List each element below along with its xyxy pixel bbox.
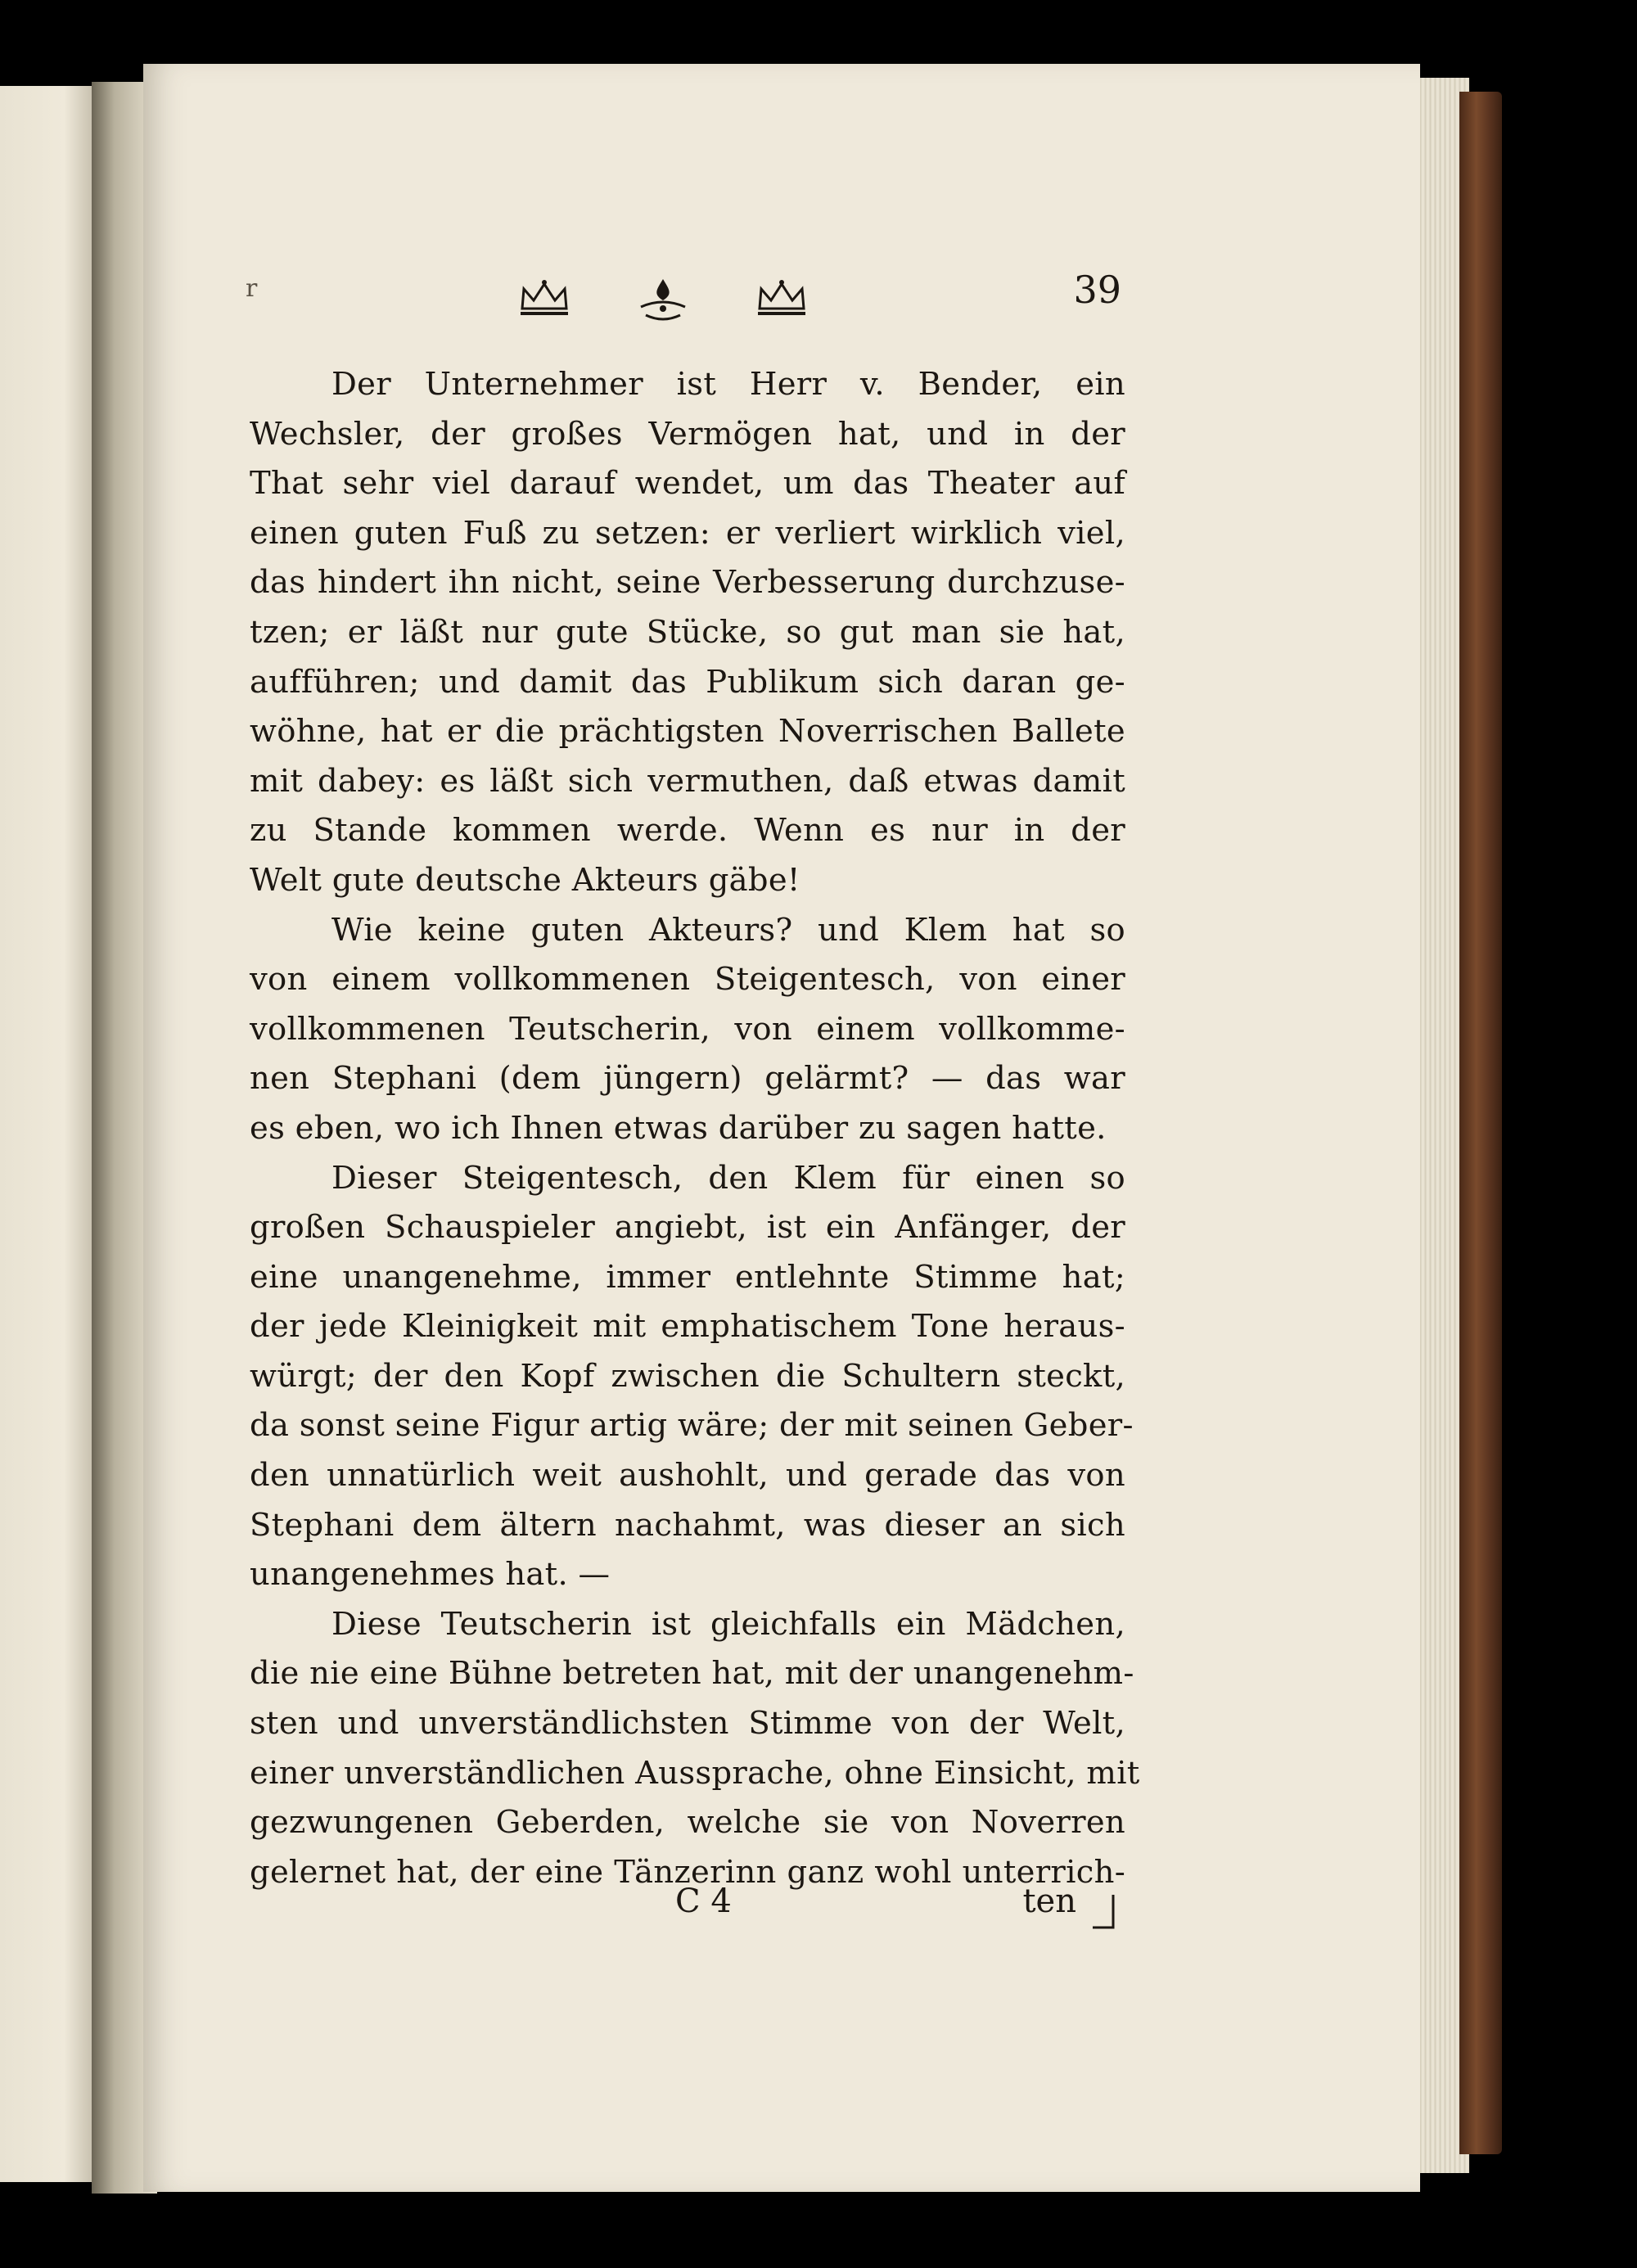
facing-page-edge — [0, 86, 92, 2182]
text-line: zu Stande kommen werde. Wenn es nur in der — [250, 812, 1125, 850]
text-line: Dieser Steigentesch, den Klem für einen so — [331, 1159, 1125, 1197]
stray-mark: r — [246, 274, 258, 303]
crown-ornament-icon — [753, 274, 810, 323]
text-line: von einem vollkommenen Steigentesch, von einer — [250, 961, 1125, 999]
text-line: Wie keine guten Akteurs? und Klem hat so — [331, 911, 1125, 949]
text-line: einen guten Fuß zu setzen: er verliert wirklich viel, — [250, 514, 1125, 552]
text-line: gelernet hat, der eine Tänzerinn ganz wohl unterrich- — [250, 1853, 1125, 1891]
text-line: großen Schauspieler angiebt, ist ein Anfänger, der — [250, 1209, 1125, 1247]
text-line: einer unverständlichen Aussprache, ohne Einsicht, mit — [250, 1754, 1140, 1792]
text-line: vollkommenen Teutscherin, von einem vollkomme- — [250, 1010, 1125, 1048]
text-line: eine unangenehme, immer entlehnte Stimme hat; — [250, 1258, 1125, 1296]
text-line: da sonst seine Figur artig wäre; der mit seinen Geber- — [250, 1407, 1134, 1445]
book-cover-edge — [1459, 92, 1502, 2154]
crown-ornament-icon — [516, 274, 573, 323]
text-line: wöhne, hat er die prächtigsten Noverrischen Ballete — [250, 713, 1125, 751]
text-line: mit dabey: es läßt sich vermuthen, daß etwas damit — [250, 762, 1125, 800]
text-line: Welt gute deutsche Akteurs gäbe! — [250, 861, 800, 899]
text-line: gezwungenen Geberden, welche sie von Noverren — [250, 1804, 1125, 1842]
text-line: Diese Teutscherin ist gleichfalls ein Mädchen, — [331, 1605, 1125, 1643]
page-footer — [246, 1882, 1121, 1940]
text-line: nen Stephani (dem jüngern) gelärmt? — das war — [250, 1060, 1125, 1098]
text-line: Stephani dem ältern nachahmt, was dieser an sich — [250, 1506, 1125, 1544]
text-line: tzen; er läßt nur gute Stücke, so gut man sie hat, — [250, 613, 1125, 651]
page-number: 39 — [1073, 268, 1121, 312]
header-ornaments — [516, 266, 810, 331]
body-text — [250, 360, 1140, 1897]
corner-fold-mark — [1089, 1891, 1121, 1932]
text-line: unangenehmes hat. — — [250, 1556, 611, 1594]
text-line: That sehr viel darauf wendet, um das Theater auf — [250, 465, 1125, 503]
text-line: die nie eine Bühne betreten hat, mit der unangenehm- — [250, 1655, 1134, 1693]
catchword: ten — [1022, 1882, 1076, 1920]
text-line: den unnatürlich weit aushohlt, und gerade das von — [250, 1457, 1125, 1495]
text-line: es eben, wo ich Ihnen etwas darüber zu sagen hatte. — [250, 1109, 1107, 1147]
page-header — [246, 266, 1121, 331]
signature-mark: C 4 — [675, 1882, 732, 1920]
fleuron-ornament-icon — [634, 274, 692, 323]
text-line: der jede Kleinigkeit mit emphatischem Tone heraus- — [250, 1308, 1125, 1346]
text-line: aufführen; und damit das Publikum sich daran ge- — [250, 663, 1125, 701]
text-line: Der Unternehmer ist Herr v. Bender, ein — [331, 366, 1125, 403]
text-line: sten und unverständlichsten Stimme von der Welt, — [250, 1705, 1125, 1743]
text-line: würgt; der den Kopf zwischen die Schultern steckt, — [250, 1357, 1125, 1395]
text-line: Wechsler, der großes Vermögen hat, und in der — [250, 415, 1125, 453]
text-line: das hindert ihn nicht, seine Verbesserung durchzuse- — [250, 564, 1125, 602]
